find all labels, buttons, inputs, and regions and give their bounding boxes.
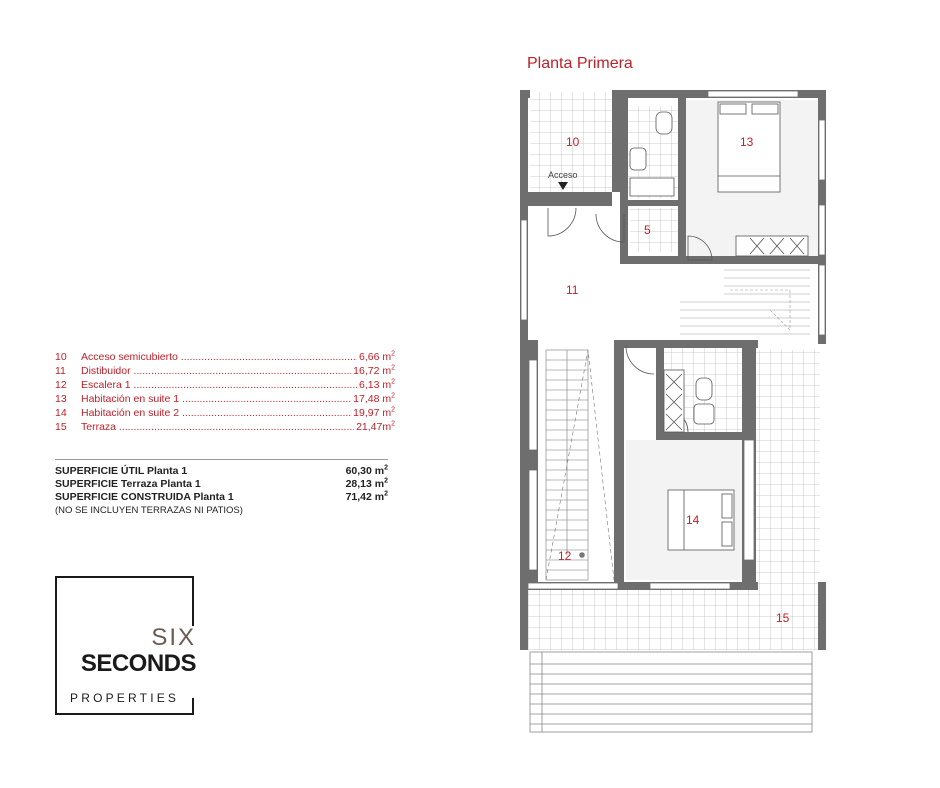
total-label: SUPERFICIE ÚTIL Planta 1 [55, 465, 188, 477]
room-number: 13 [55, 393, 67, 405]
wall-terrace-right [818, 582, 826, 650]
total-label: SUPERFICIE Terraza Planta 1 [55, 478, 201, 490]
door-swing [596, 214, 624, 242]
access-label: Acceso [548, 170, 578, 180]
room-number: 10 [55, 351, 67, 363]
room-name: Distibuidor ..... [81, 364, 351, 378]
area-unit-exponent: 2 [384, 464, 388, 472]
stairs-12 [546, 350, 614, 580]
window [708, 91, 798, 97]
wall-stair-right [614, 340, 624, 590]
wall-mid-top [614, 340, 758, 348]
shower [630, 178, 674, 196]
area-unit-exponent: 2 [391, 364, 395, 372]
room-name: Escalera 1 ..... [81, 378, 357, 392]
window [528, 583, 618, 589]
total-value: 71,42 m [345, 491, 385, 503]
total-label: SUPERFICIE CONSTRUIDA Planta 1 [55, 491, 234, 503]
wall-bath2-left [656, 344, 664, 440]
stairs-upper [680, 270, 810, 334]
terrace-tiles-side [756, 350, 820, 590]
pillow [722, 494, 732, 518]
area-unit-exponent: 2 [391, 420, 395, 428]
pillow [720, 104, 746, 114]
window [819, 205, 825, 255]
room-number: 12 [55, 379, 67, 391]
area-unit-exponent: 2 [384, 490, 388, 498]
totals-note: (NO SE INCLUYEN TERRAZAS NI PATIOS) [55, 505, 243, 516]
room-area: 21,47m [356, 421, 392, 433]
area-unit-exponent: 2 [391, 406, 395, 414]
plan-title: Planta Primera [527, 55, 633, 72]
room-label-10: 10 [566, 135, 580, 149]
wardrobe [664, 370, 684, 432]
logo-six: SIX [151, 624, 196, 651]
area-unit-exponent: 2 [384, 477, 388, 485]
door-swing [626, 346, 654, 374]
window [521, 220, 527, 320]
room-label-13: 13 [740, 135, 754, 149]
wall-terrace-left [520, 582, 528, 650]
window [529, 470, 537, 570]
room-area: 6,13 m [358, 379, 392, 391]
total-value: 60,30 m [345, 465, 385, 477]
room-name: Habitación en suite 1 ..... [81, 392, 351, 406]
wall-bath-bottom [620, 256, 686, 264]
window [650, 583, 730, 589]
wall-access-bottom [528, 192, 612, 206]
wall-right-mid [818, 336, 826, 344]
wall-top-left [520, 90, 530, 98]
room-label-11: 11 [566, 283, 579, 297]
area-unit-exponent: 2 [391, 350, 395, 358]
room-area: 16,72 m [353, 365, 392, 377]
room-area: 6,66 m [358, 351, 392, 363]
window [819, 120, 825, 180]
room5-tiles [630, 208, 678, 252]
room-label-12: 12 [558, 549, 572, 563]
wall-r5-top [628, 200, 678, 206]
wall-r13-left [678, 96, 686, 264]
wall-access-inner [612, 96, 620, 192]
room-area: 17,48 m [353, 393, 392, 405]
room-label-5: 5 [644, 223, 651, 237]
bed-14 [668, 490, 734, 550]
room-name: Habitación en suite 2 ..... [81, 406, 351, 420]
pillow [752, 104, 778, 114]
exterior-steps [530, 652, 812, 732]
stair-start [580, 553, 585, 558]
window [529, 360, 537, 450]
area-unit-exponent: 2 [391, 378, 395, 386]
room-label-14: 14 [686, 513, 700, 527]
room-label-15: 15 [776, 611, 790, 625]
room-number: 15 [55, 421, 67, 433]
toilet [696, 378, 712, 400]
room-name: Acceso semicubierto ..... [81, 350, 357, 364]
logo-seconds: SECONDS [80, 650, 196, 677]
total-value: 28,13 m [345, 478, 385, 490]
room-name: Terraza ..... [81, 420, 354, 434]
logo-properties: PROPERTIES [70, 691, 180, 705]
pillow [722, 522, 732, 546]
stair-steps [680, 270, 810, 334]
sink [630, 148, 646, 170]
room-number: 11 [55, 365, 66, 377]
door-swing [548, 208, 576, 236]
step-lines [530, 652, 812, 732]
wardrobe-13 [736, 236, 808, 256]
window [819, 265, 825, 335]
room-area: 19,97 m [353, 407, 392, 419]
stair-diagonal [546, 350, 614, 580]
room-number: 14 [55, 407, 67, 419]
window [744, 440, 754, 560]
wall-bath2-bottom [656, 432, 748, 440]
toilet [656, 112, 672, 134]
sink [694, 404, 714, 424]
area-unit-exponent: 2 [391, 392, 395, 400]
